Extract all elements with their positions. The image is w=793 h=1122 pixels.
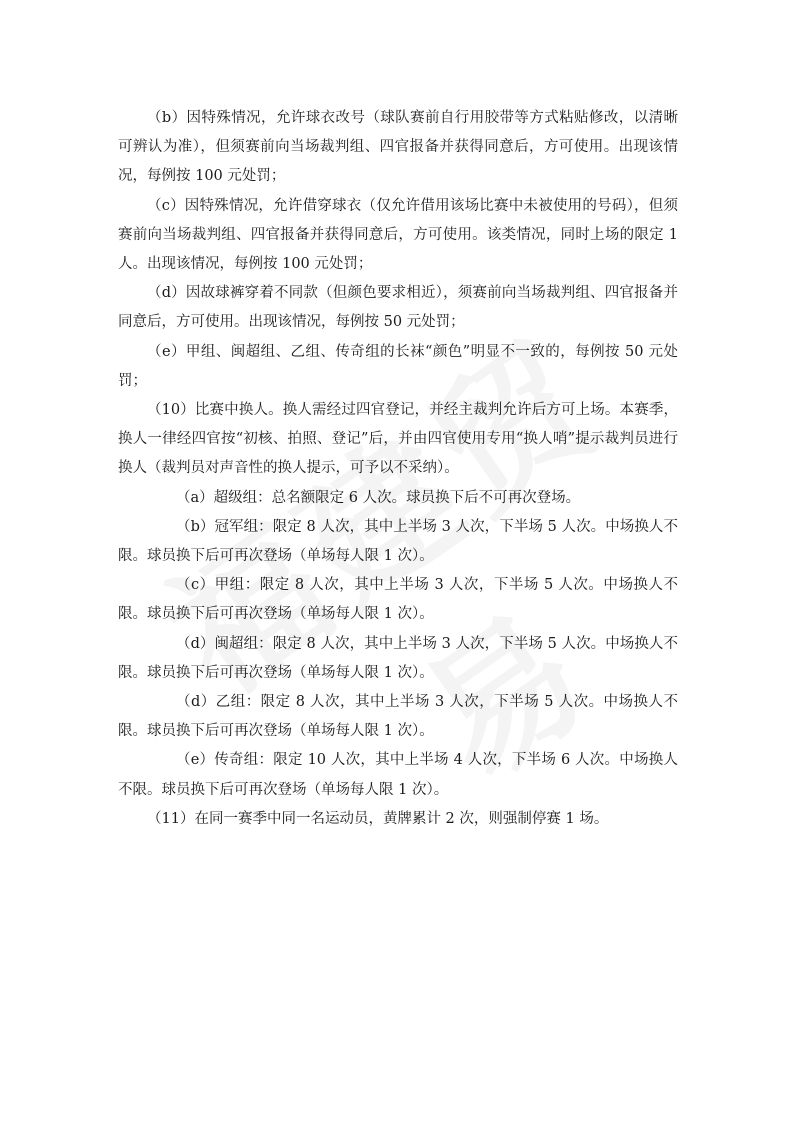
paragraph-e-legend-group: （e）传奇组：限定 10 人次，其中上半场 4 人次，下半场 6 人次。中场换人不限。球员换下后可再次登场（单场每人限 1 次）。 <box>118 752 678 798</box>
paragraph-d-group-b: （d）乙组：限定 8 人次，其中上半场 3 人次，下半场 5 人次。中场换人不限。球员换下后可再次登场（单场每人限 1 次）。 <box>118 694 678 740</box>
paragraph-c-borrow-jersey: （c）因特殊情况，允许借穿球衣（仅允许借用该场比赛中未被使用的号码），但须赛前向当场裁判组、四官报备并获得同意后，方可使用。该类情况，同时上场的限定 1 人。出现该情况，每例按 100 元处罚； <box>118 197 678 273</box>
paragraph-b-jersey-number-change: （b）因特殊情况，允许球衣改号（球队赛前自行用胶带等方式粘贴修改，以清晰可辨认为准），但须赛前向当场裁判组、四官报备并获得同意后，方可使用。出现该情况，每例按 100 元处罚； <box>118 110 678 185</box>
paragraph-10-substitution: （10）比赛中换人。换人需经过四官登记，并经主裁判允许后方可上场。本赛季，换人一律经四官按“初核、拍照、登记”后，并由四官使用专用“换人哨”提示裁判员进行换人（裁判员对声音性的换人提示，可予以不采纳）。 <box>118 402 678 477</box>
paragraph-c-group-a: （c）甲组：限定 8 人次，其中上半场 3 人次，下半场 5 人次。中场换人不限。球员换下后可再次登场（单场每人限 1 次）。 <box>118 577 678 623</box>
paragraph-11-yellow-cards: （11）在同一赛季中同一名运动员，黄牌累计 2 次，则强制停赛 1 场。 <box>147 810 609 827</box>
paragraph-a-super-group: （a）超级组：总名额限定 6 人次。球员换下后不可再次登场。 <box>176 489 581 506</box>
paragraph-d-shorts-style: （d）因故球裤穿着不同款（但颜色要求相近），须赛前向当场裁判组、四官报备并同意后，方可使用。出现该情况，每例按 50 元处罚； <box>118 285 678 331</box>
paragraph-e-socks-color: （e）甲组、闽超组、乙组、传奇组的长袜“颜色”明显不一致的，每例按 50 元处罚； <box>118 343 678 389</box>
document-body <box>118 104 678 834</box>
paragraph-d-min-super-group: （d）闽超组：限定 8 人次，其中上半场 3 人次，下半场 5 人次。中场换人不限。球员换下后可再次登场（单场每人限 1 次）。 <box>118 635 678 681</box>
paragraph-b-champion-group: （b）冠军组：限定 8 人次，其中上半场 3 人次，下半场 5 人次。中场换人不限。球员换下后可再次登场（单场每人限 1 次）。 <box>118 518 678 565</box>
